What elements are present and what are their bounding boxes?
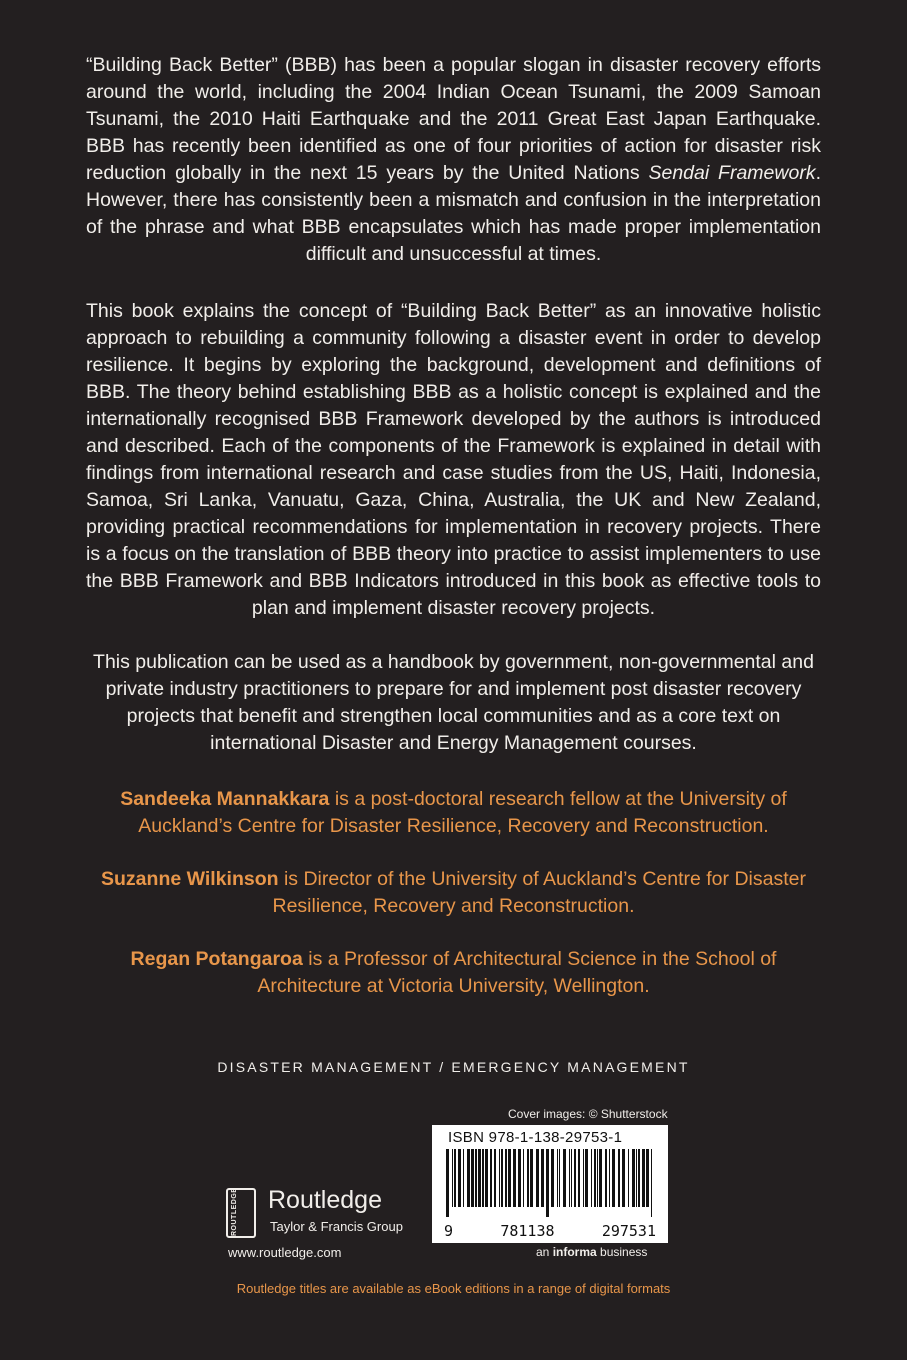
informa-business (536, 1245, 647, 1259)
informa-prefix: an (536, 1245, 553, 1259)
barcode-bar (467, 1149, 470, 1207)
barcode-bar (594, 1149, 596, 1207)
barcode-bar (622, 1149, 625, 1207)
barcode-bar (452, 1149, 453, 1207)
barcode-bar (585, 1149, 588, 1207)
barcode-bar (597, 1149, 598, 1207)
barcode-bar (551, 1149, 554, 1207)
barcode-bar (501, 1149, 503, 1207)
barcode-bar (494, 1149, 496, 1207)
barcode-bar (583, 1149, 584, 1207)
barcode-bar (563, 1149, 566, 1207)
author-name: Sandeeka Mannakkara (120, 788, 330, 810)
barcode-bar (638, 1149, 640, 1207)
barcode-bar (458, 1149, 461, 1207)
barcode-bar (482, 1149, 484, 1207)
barcode-bar (632, 1149, 635, 1207)
barcode-bar (478, 1149, 481, 1207)
blurb-p1-text-end: . However, there has consistently been a mismatch and confusion in the interpretation of the phrase and what BBB encapsulates which has made proper implementation difficult and unsuccessful at times. (86, 162, 821, 265)
barcode-bar (471, 1149, 474, 1207)
barcode-bar (574, 1149, 576, 1207)
author-bio-3 (80, 946, 827, 1000)
blurb-paragraph-1 (86, 52, 821, 268)
barcode-bar (499, 1149, 500, 1207)
isbn-digits (444, 1222, 656, 1240)
barcode-bar (599, 1149, 602, 1207)
ebook-availability-note: Routledge titles are available as eBook editions in a range of digital formats (236, 1281, 671, 1296)
barcode-bar (523, 1149, 524, 1207)
barcode-bar (571, 1149, 572, 1207)
barcode-bar (651, 1149, 652, 1217)
publisher-url[interactable]: www.routledge.com (228, 1245, 342, 1260)
author-bio-text: is a Professor of Architectural Science in the School of Architecture at Victoria University, Wellington. (257, 948, 777, 997)
barcode-bar (636, 1149, 637, 1207)
barcode-bar (557, 1149, 558, 1207)
barcode-bar (646, 1149, 649, 1207)
barcode-bar (454, 1149, 456, 1207)
subject-category: DISASTER MANAGEMENT / EMERGENCY MANAGEMENT (217, 1059, 690, 1075)
barcode-bars (442, 1149, 658, 1217)
barcode-bar (642, 1149, 645, 1207)
barcode-bar (536, 1149, 539, 1207)
barcode-bar (518, 1149, 521, 1207)
barcode-bar (490, 1149, 492, 1207)
author-bio-2 (80, 866, 827, 920)
isbn-label: ISBN 978-1-138-29753-1 (448, 1129, 623, 1146)
routledge-mark-text: ROUTLEDGE (231, 1187, 238, 1236)
barcode-bar (475, 1149, 477, 1207)
barcode-bar (628, 1149, 629, 1207)
barcode-bar (541, 1149, 544, 1207)
barcode-bar (527, 1149, 529, 1207)
routledge-mark-icon (226, 1188, 256, 1238)
author-bio-text: is Director of the University of Auckland’s Centre for Disaster Resilience, Recovery and Reconstruction. (272, 868, 806, 917)
barcode-bar (530, 1149, 533, 1207)
barcode-bar (508, 1149, 511, 1207)
barcode-bar (578, 1149, 580, 1207)
routledge-logo (226, 1186, 426, 1242)
barcode-bar (609, 1149, 610, 1207)
cover-image-credit: Cover images: © Shutterstock (508, 1107, 668, 1121)
barcode-bar (591, 1149, 592, 1207)
barcode-bar (485, 1149, 488, 1207)
barcode-bar (463, 1149, 464, 1207)
author-name: Suzanne Wilkinson (101, 868, 279, 890)
informa-suffix: business (596, 1245, 648, 1259)
barcode-bar (513, 1149, 516, 1207)
barcode-bar (618, 1149, 620, 1207)
barcode-bar (605, 1149, 607, 1207)
isbn-barcode (432, 1125, 668, 1243)
barcode-bar (546, 1149, 549, 1217)
barcode-bar (446, 1149, 449, 1217)
publisher-group: Taylor & Francis Group (270, 1219, 403, 1234)
isbn-digit-group: 9 (444, 1222, 454, 1240)
isbn-digit-group: 781138 (500, 1222, 555, 1240)
barcode-bar (569, 1149, 570, 1207)
blurb-paragraph-2: This book explains the concept of “Building Back Better” as an innovative holistic approach to rebuilding a community following a disaster event in order to develop resilience. It begins by exploring the background, development and definitions of BBB. The theory behind establishing BBB as a holistic concept is explained and the internationally recognised BBB Framework developed by the authors is introduced and described. Each of the components of the Framework is explained in detail with findings from international research and case studies from the US, Haiti, Indonesia, Samoa, Sri Lanka, Vanuatu, Gaza, China, Australia, the UK and New Zealand, providing practical recommendations for implementation in recovery projects. There is a focus on the translation of BBB theory into practice to assist implementers to use the BBB Framework and BBB Indicators introduced in this book as effective tools to plan and implement disaster recovery projects. (86, 300, 821, 619)
author-bio-1 (80, 786, 827, 840)
blurb-paragraph-3: This publication can be used as a handbook by government, non-governmental and private industry practitioners to prepare for and implement post disaster recovery projects that benefit and strengthen local communities and as a core text on international Disaster and Energy Management courses. (93, 651, 814, 754)
informa-name: informa (552, 1245, 597, 1259)
barcode-bar (505, 1149, 507, 1207)
author-bio-text: is a post-doctoral research fellow at the University of Auckland’s Centre for Disaster Resilience, Recovery and Reconstruction. (138, 788, 787, 837)
barcode-bar (559, 1149, 560, 1207)
isbn-digit-group: 297531 (601, 1222, 656, 1240)
publisher-name: Routledge (268, 1186, 382, 1214)
blurb-p1-text: “Building Back Better” (BBB) has been a popular slogan in disaster recovery efforts around the world, including the 2004 Indian Ocean Tsunami, the 2009 Samoan Tsunami, the 2010 Haiti Earthquake and the 2011 Great East Japan Earthquake. BBB has recently been identified as one of four priorities of action for disaster risk reduction globally in the next 15 years by the United Nations (86, 54, 821, 184)
barcode-bar (612, 1149, 615, 1207)
blurb-p1-italic: Sendai Framework (648, 162, 816, 184)
author-name: Regan Potangaroa (130, 948, 303, 970)
